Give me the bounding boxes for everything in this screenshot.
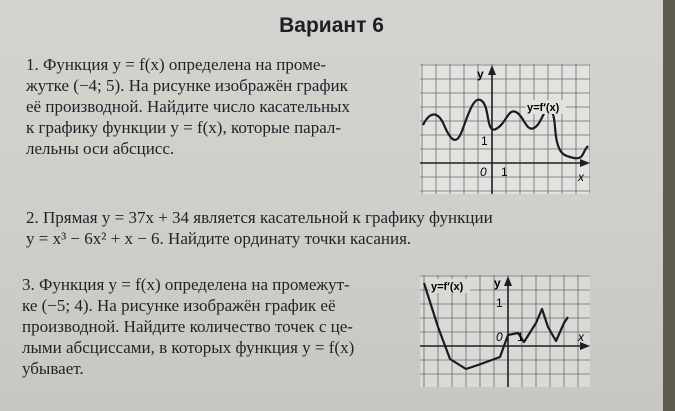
task-3-derivative-graph (420, 275, 590, 387)
task-1-line: лельны оси абсцисс. (26, 139, 175, 158)
x-tick-label: 1 (501, 165, 508, 179)
task-1-derivative-graph (420, 64, 590, 194)
y-axis-label: y (494, 276, 501, 290)
y-axis-label: y (477, 67, 484, 81)
y-tick-label: 1 (481, 134, 488, 148)
task-2-line: y = x³ − 6x² + x − 6. Найдите ординату точки касания. (26, 229, 412, 248)
task-2-text (26, 207, 626, 249)
y-tick-label: 1 (496, 296, 503, 310)
curve-label: y=f′(x) (527, 102, 560, 114)
origin-label: 0 (480, 165, 487, 179)
task-1-text (26, 54, 398, 159)
task-1-graph-svg (420, 64, 590, 194)
task-1-line: жутке (−4; 5). На рисунке изображён график (26, 76, 348, 95)
task-3-line: производной. Найдите количество точек с це- (22, 317, 353, 336)
task-2-line: 2. Прямая y = 37x + 34 является касательной к графику функции (26, 208, 493, 227)
task-1-line: 1. Функция y = f(x) определена на проме- (26, 55, 327, 74)
task-3-line: ке (−5; 4). На рисунке изображён график её (22, 296, 336, 315)
origin-label: 0 (496, 330, 503, 344)
task-1-line: её производной. Найдите число касательных (26, 97, 350, 116)
curve-label: y=f′(x) (431, 281, 464, 293)
task-3-line: лыми абсциссами, в которых функция y = f(x) (22, 338, 355, 357)
task-3-text (22, 274, 418, 379)
x-axis-label: x (578, 170, 584, 184)
x-axis-label: x (578, 330, 584, 344)
variant-title: Вариант 6 (279, 14, 384, 37)
task-3-line: убывает. (22, 359, 84, 378)
task-3-line: 3. Функция y = f(x) определена на промежут- (22, 275, 350, 294)
task-1-line: к графику функции y = f(x), которые парал- (26, 118, 342, 137)
task-3-graph-svg (420, 275, 590, 387)
x-tick-label: 1 (517, 330, 524, 344)
